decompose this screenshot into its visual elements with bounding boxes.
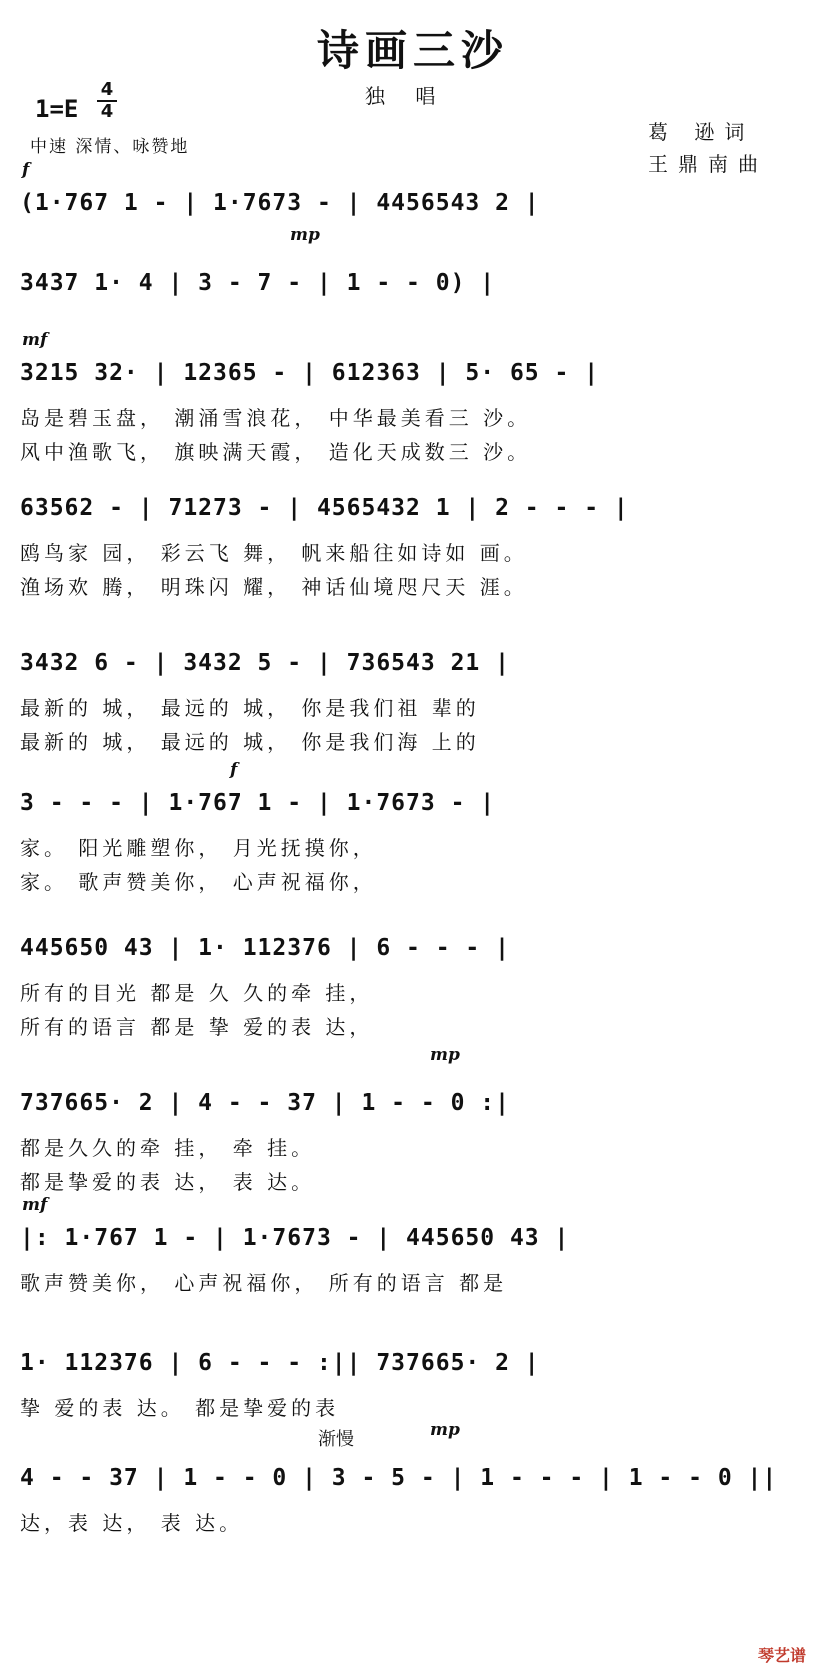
lyric-line: 所有的语言 都是 挚 爱的表 达，: [20, 1015, 374, 1039]
lyric-line: 岛是碧玉盘， 潮涌雪浪花， 中华最美看三 沙。: [20, 406, 532, 430]
lyric-line: 歌声赞美你， 心声祝福你， 所有的语言 都是: [20, 1271, 508, 1295]
music-line: 3432 6 - | 3432 5 - | 736543 21 |: [20, 650, 510, 676]
dynamic-marking: mp: [290, 225, 320, 245]
tempo-change-marking: 渐慢: [318, 1429, 354, 1450]
lyric-line: 鸥鸟家 园， 彩云飞 舞， 帆来船往如诗如 画。: [20, 541, 528, 565]
music-line: 4 - - 37 | 1 - - 0 | 3 - 5 - | 1 - - - | 1 - - 0 ||: [20, 1465, 778, 1491]
music-line: |: 1·767 1 - | 1·7673 - | 445650 43 |: [20, 1225, 570, 1251]
lyric-line: 达，表 达， 表 达。: [20, 1511, 244, 1535]
lyric-line: 风中渔歌飞， 旗映满天霞， 造化天成数三 沙。: [20, 440, 532, 464]
lyric-line: 渔场欢 腾， 明珠闪 耀， 神话仙境咫尺天 涯。: [20, 575, 528, 599]
time-sig-bottom: 4: [100, 101, 114, 122]
lyric-line: 所有的目光 都是 久 久的牵 挂，: [20, 981, 374, 1005]
time-sig-top: 4: [100, 79, 114, 100]
watermark-logo: 琴艺谱: [757, 1646, 806, 1665]
dynamic-marking: mp: [430, 1045, 460, 1065]
lyricist-credit: 葛 逊词: [648, 120, 755, 144]
lyric-line: 最新的 城， 最远的 城， 你是我们祖 辈的: [20, 696, 480, 720]
music-line: 445650 43 | 1· 112376 | 6 - - - |: [20, 935, 510, 961]
lyric-line: 家。 歌声赞美你， 心声祝福你，: [20, 870, 377, 894]
song-title: 诗画三沙: [316, 26, 509, 75]
music-line: (1·767 1 - | 1·7673 - | 4456543 2 |: [20, 190, 540, 216]
dynamic-marking: mf: [22, 330, 48, 350]
music-line: 3437 1· 4 | 3 - 7 - | 1 - - 0) |: [20, 270, 496, 296]
lyric-line: 都是久久的牵 挂， 牵 挂。: [20, 1136, 316, 1160]
lyric-line: 挚 爱的表 达。 都是挚爱的表: [20, 1396, 340, 1420]
dynamic-marking: f: [230, 760, 238, 780]
dynamic-marking: mf: [22, 1195, 48, 1215]
composer-credit: 王鼎南曲: [648, 152, 768, 176]
key-signature: 1=E: [35, 95, 79, 123]
dynamic-marking: mp: [430, 1420, 460, 1440]
dynamic-marking: f: [22, 160, 30, 180]
music-line: 63562 - | 71273 - | 4565432 1 | 2 - - - |: [20, 495, 629, 521]
lyric-line: 家。 阳光雕塑你， 月光抚摸你，: [20, 836, 377, 860]
lyric-line: 最新的 城， 最远的 城， 你是我们海 上的: [20, 730, 480, 754]
music-line: 1· 112376 | 6 - - - :|| 737665· 2 |: [20, 1350, 540, 1376]
performance-type: 独 唱: [365, 84, 448, 108]
music-line: 3215 32· | 12365 - | 612363 | 5· 65 - |: [20, 360, 600, 386]
music-line: 3 - - - | 1·767 1 - | 1·7673 - |: [20, 790, 496, 816]
music-line: 737665· 2 | 4 - - 37 | 1 - - 0 :|: [20, 1090, 510, 1116]
tempo-marking: 中速 深情、咏赞地: [30, 137, 190, 157]
lyric-line: 都是挚爱的表 达， 表 达。: [20, 1170, 316, 1194]
